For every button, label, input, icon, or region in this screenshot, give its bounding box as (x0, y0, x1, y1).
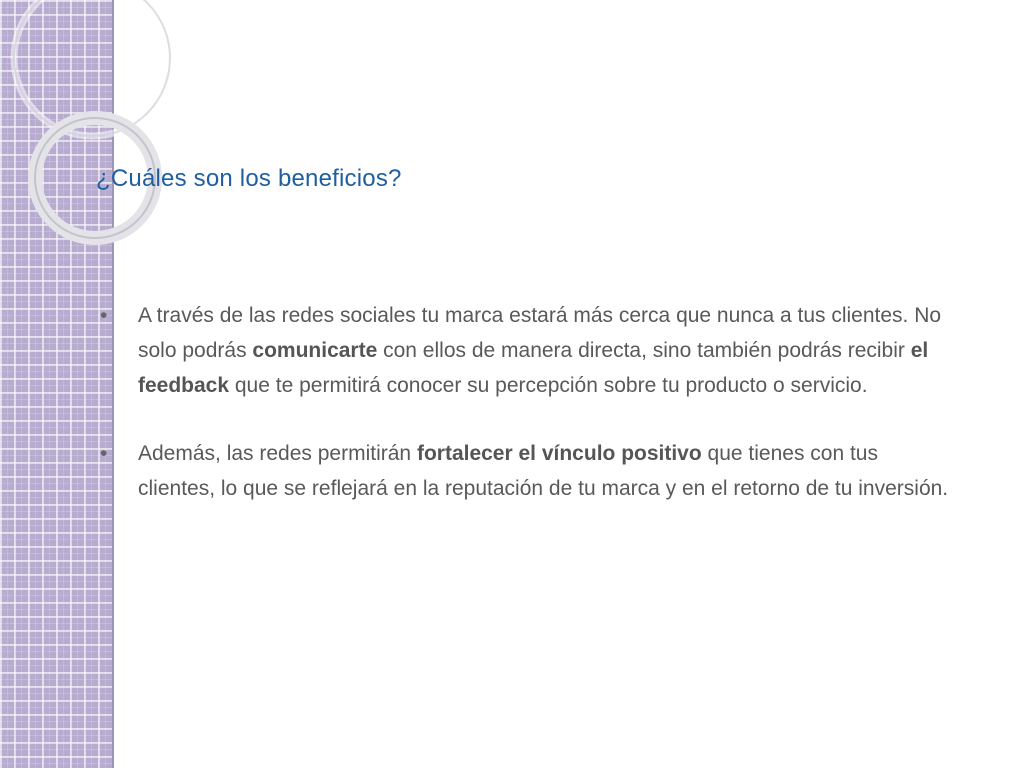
bullet-item (100, 298, 960, 403)
bullet-text: que tienes con tus clientes, lo que se reflejará en la reputación de tu marca y en el retorno de tu inversión. (138, 442, 949, 500)
bullet-text: A través de las redes sociales tu marca estará más cerca que nunca a tus clientes. No solo podrás (138, 304, 942, 362)
bullet-item (100, 436, 960, 506)
bullet-marker: • (100, 442, 108, 465)
bullet-text-bold: el feedback (138, 339, 929, 397)
bullet-text: que te permitirá conocer su percepción sobre tu producto o servicio. (229, 374, 868, 397)
decorative-rings (0, 0, 200, 260)
slide-title: ¿Cuáles son los beneficios? (96, 165, 402, 192)
bullet-text-bold: comunicarte (252, 339, 378, 362)
bullet-text: Además, las redes permitirán (138, 442, 417, 465)
bullet-text-bold: fortalecer el vínculo positivo (416, 442, 702, 465)
bullet-text: con ellos de manera directa, sino también podrás recibir (377, 339, 911, 362)
bullet-marker: • (100, 304, 108, 327)
bullet-list (100, 298, 960, 539)
